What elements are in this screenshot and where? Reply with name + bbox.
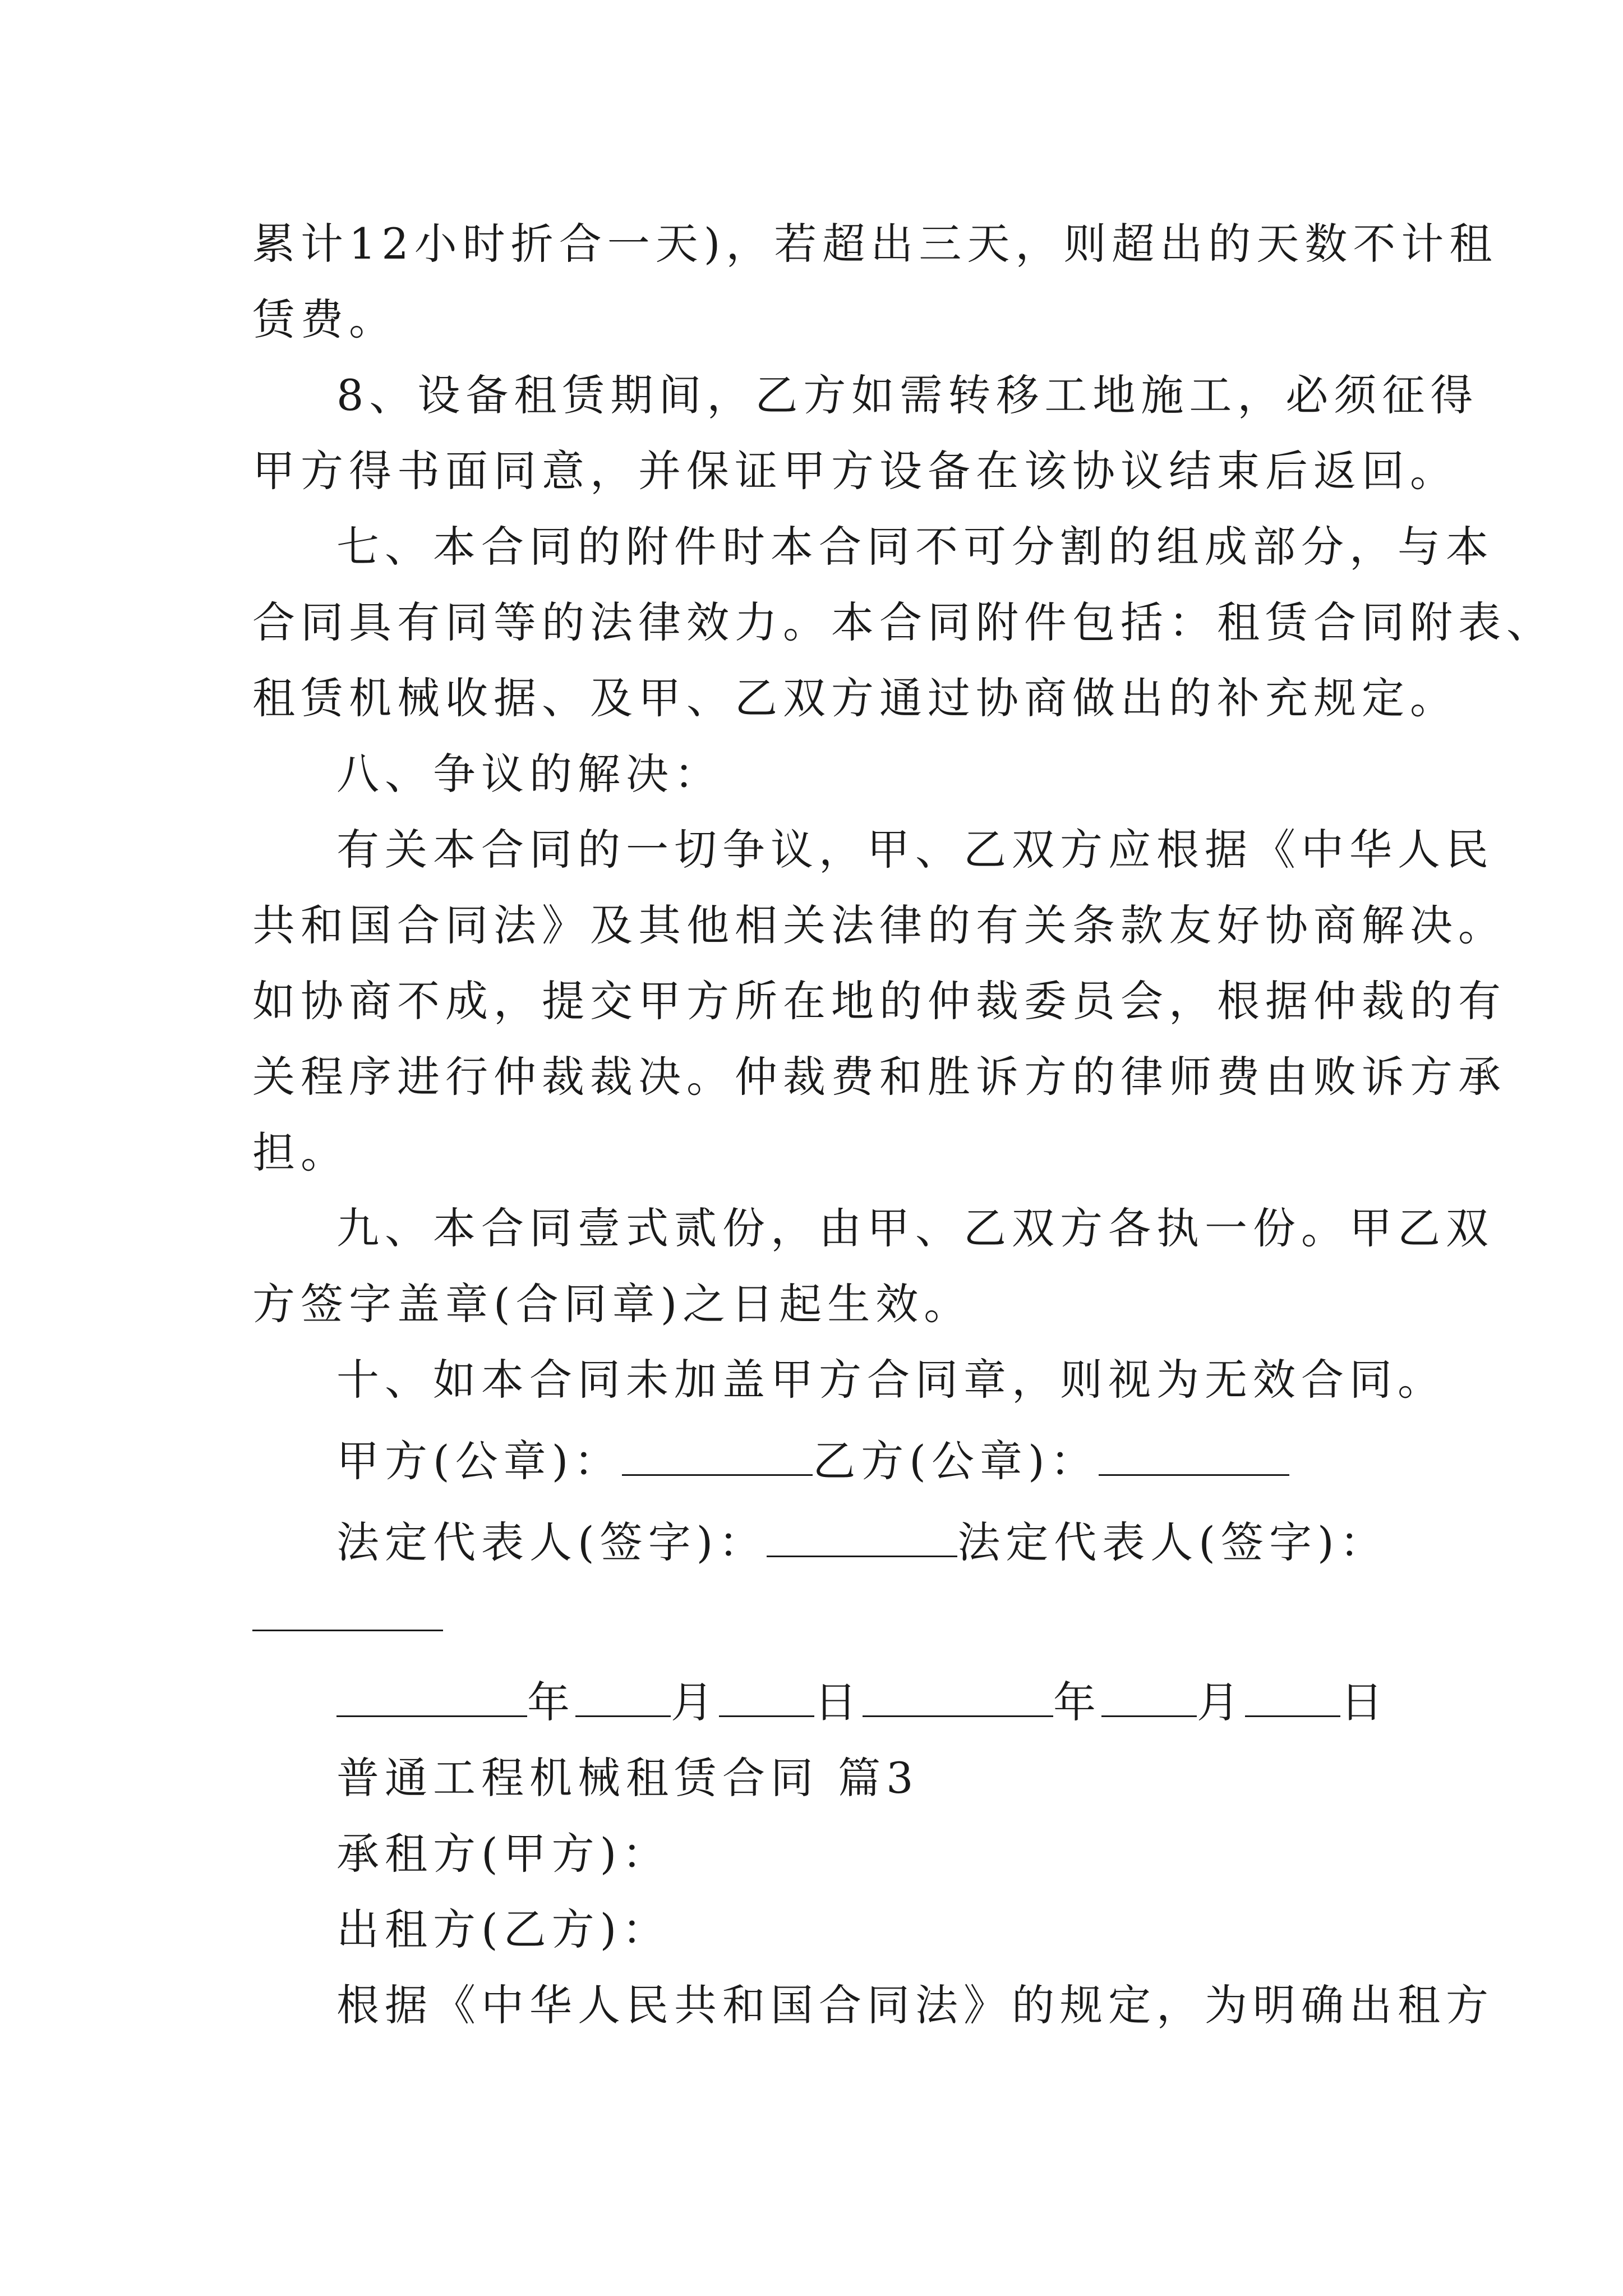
- rep-b-label: 法定代表人(签字)：: [957, 1517, 1388, 1567]
- representative-row: [336, 1515, 1388, 1571]
- paragraph-line: 赁费。: [252, 295, 397, 344]
- paragraph-line: 九、本合同壹式贰份，由甲、乙双方各执一份。甲乙双: [336, 1203, 1494, 1253]
- paragraph-line: 8、设备租赁期间，乙方如需转移工地施工，必须征得: [336, 370, 1479, 420]
- paragraph-line: 共和国合同法》及其他相关法律的有关条款友好协商解决。: [252, 900, 1506, 950]
- paragraph-line: 合同具有同等的法律效力。本合同附件包括：租赁合同附表、: [252, 597, 1555, 647]
- paragraph-line: 担。: [252, 1128, 349, 1177]
- paragraph-line: 租赁机械收据、及甲、乙双方通过协商做出的补充规定。: [252, 673, 1458, 723]
- paragraph-line: 八、争议的解决：: [336, 749, 722, 799]
- party-a-seal-label: 甲方(公章)：: [336, 1436, 623, 1486]
- section-title: 普通工程机械租赁合同 篇3: [336, 1753, 919, 1803]
- day-label-a: 日: [814, 1677, 863, 1727]
- paragraph-line: 如协商不成，提交甲方所在地的仲裁委员会，根据仲裁的有: [252, 976, 1506, 1026]
- month-blank-a[interactable]: [575, 1682, 671, 1717]
- paragraph-line: 关程序进行仲裁裁决。仲裁费和胜诉方的律师费由败诉方承: [252, 1052, 1506, 1102]
- month-label-b: 月: [1197, 1677, 1245, 1727]
- year-label-a: 年: [527, 1677, 575, 1727]
- year-blank-b[interactable]: [863, 1682, 1053, 1717]
- month-blank-b[interactable]: [1101, 1682, 1197, 1717]
- party-b-seal-label: 乙方(公章)：: [813, 1436, 1099, 1486]
- day-blank-a[interactable]: [719, 1682, 814, 1717]
- paragraph-line: 甲方得书面同意，并保证甲方设备在该协议结束后返回。: [252, 446, 1458, 496]
- paragraph-line: 根据《中华人民共和国合同法》的规定，为明确出租方: [336, 1980, 1494, 2030]
- rep-a-blank[interactable]: [767, 1522, 957, 1557]
- party-a-seal-blank[interactable]: [622, 1441, 813, 1476]
- year-blank-a[interactable]: [336, 1682, 527, 1717]
- day-blank-b[interactable]: [1245, 1682, 1340, 1717]
- day-label-b: 日: [1340, 1677, 1389, 1727]
- month-label-a: 月: [671, 1677, 719, 1727]
- lessee-line: 承租方(甲方)：: [336, 1829, 671, 1879]
- rep-b-blank[interactable]: [252, 1630, 443, 1631]
- seal-row: [336, 1433, 1289, 1489]
- paragraph-line: 七、本合同的附件时本合同不可分割的组成部分，与本: [336, 522, 1494, 572]
- paragraph-line: 十、如本合同未加盖甲方合同章，则视为无效合同。: [336, 1355, 1446, 1405]
- paragraph-line: 方签字盖章(合同章)之日起生效。: [252, 1279, 972, 1329]
- date-row: [336, 1674, 1389, 1731]
- paragraph-line: 有关本合同的一切争议，甲、乙双方应根据《中华人民: [336, 825, 1494, 875]
- party-b-seal-blank[interactable]: [1099, 1441, 1289, 1476]
- year-label-b: 年: [1053, 1677, 1101, 1727]
- lessor-line: 出租方(乙方)：: [336, 1904, 671, 1954]
- rep-a-label: 法定代表人(签字)：: [336, 1517, 767, 1567]
- paragraph-line: 累计12小时折合一天)，若超出三天，则超出的天数不计租: [252, 219, 1498, 269]
